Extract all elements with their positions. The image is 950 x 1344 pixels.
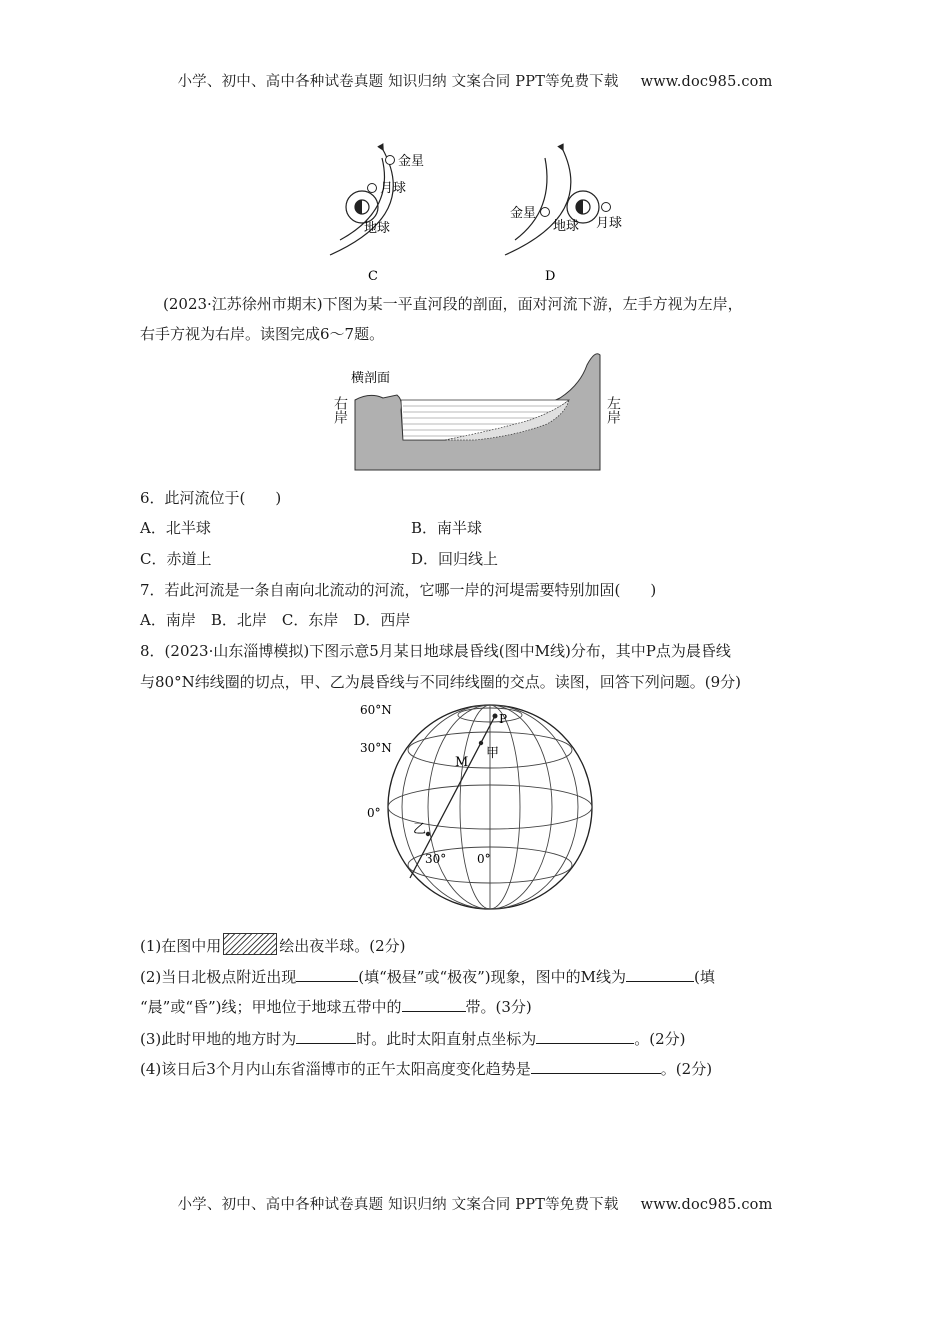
q8-sub2-d: “晨”或“昏”)线；甲地位于地球五带中的: [140, 998, 402, 1016]
q8-sub-2: [140, 966, 715, 987]
moon-label-c: 月球: [380, 181, 407, 196]
venus-label-c: 金星: [398, 154, 425, 169]
q8-sub2-b: (填“极昼”或“极夜”)现象，图中的M线为: [358, 968, 626, 986]
letter-d: D: [545, 269, 556, 284]
figure-d: [505, 148, 622, 284]
q8-sub2-c: (填: [694, 968, 715, 986]
blank-3-1[interactable]: [296, 1029, 356, 1044]
q8-sub1-b: 绘出夜半球。(2分): [279, 937, 406, 955]
footer-site: www.doc985.com: [640, 1197, 773, 1213]
q8-sub4-a: (4)该日后3个月内山东省淄博市的正午太阳高度变化趋势是: [140, 1060, 531, 1078]
q8-sub2-a: (2)当日北极点附近出现: [140, 968, 297, 986]
q7-stem: 7．若此河流是一条自南向北流动的河流，它哪一岸的河堤需要特别加固( ): [140, 581, 657, 599]
blank-2-3[interactable]: [402, 997, 466, 1012]
letter-c: C: [368, 269, 378, 284]
moon-symbol-d: [602, 203, 611, 212]
blank-3-2[interactable]: [536, 1029, 634, 1044]
globe-figure: [355, 700, 595, 915]
venus-symbol-d: [541, 208, 550, 217]
moon-label-d: 月球: [596, 216, 623, 231]
river-cross-section: [325, 350, 610, 475]
header-site: www.doc985.com: [640, 74, 773, 90]
q8-line-2: 与80°N纬线圈的切点，甲、乙为晨昏线与不同纬线圈的交点。读图，回答下列问题。(9分): [140, 673, 741, 691]
moon-symbol-c: [368, 184, 377, 193]
q8-sub-1: [140, 933, 406, 956]
blank-4-1[interactable]: [531, 1059, 661, 1074]
cross-section-title: 横剖面: [351, 371, 391, 386]
earth-label-c: 地球: [364, 221, 391, 236]
hatch-swatch: [223, 933, 277, 955]
q6-option-a: A．北半球: [140, 519, 211, 537]
right-bank-label: 右岸: [332, 396, 348, 424]
page-header: [0, 70, 950, 91]
q8-sub3-b: 时。此时太阳直射点坐标为: [356, 1030, 537, 1048]
page-footer: [0, 1193, 950, 1214]
q8-sub-3: [140, 1028, 686, 1049]
label-p: P: [499, 712, 508, 726]
earth-orbit-d: [505, 148, 571, 255]
venus-symbol-c: [386, 156, 395, 165]
point-jia: [479, 741, 483, 745]
earth-label-d: 地球: [553, 219, 580, 234]
intro-line-2: 右手方视为右岸。读图完成6～7题。: [140, 325, 385, 343]
q6-stem: 6．此河流位于( ): [140, 489, 282, 507]
point-yi: [426, 832, 430, 836]
label-0-lat: 0°: [367, 806, 381, 820]
q8-sub2-e: 带。(3分): [465, 998, 532, 1016]
blank-2-2[interactable]: [626, 967, 694, 982]
q8-line-1: 8．(2023·山东淄博模拟)下图示意5月某日地球晨昏线(图中M线)分布，其中P点为晨昏线: [140, 642, 731, 660]
label-yi: 乙: [413, 822, 427, 837]
left-bank-label: 左岸: [605, 396, 621, 424]
figure-c: [330, 148, 424, 284]
blank-2-1[interactable]: [296, 967, 358, 982]
q8-sub1-a: (1)在图中用: [140, 937, 222, 955]
label-60n: 60°N: [360, 703, 392, 717]
label-0-lon: 0°: [477, 852, 491, 866]
q8-sub3-a: (3)此时甲地的地方时为: [140, 1030, 297, 1048]
point-p: [493, 714, 498, 719]
q7-options: A．南岸 B．北岸 C．东岸 D．西岸: [140, 611, 411, 629]
label-m: M: [455, 755, 469, 770]
q8-sub-4: [140, 1058, 712, 1079]
q6-option-d: D．回归线上: [411, 550, 499, 568]
label-30n: 30°N: [360, 741, 392, 755]
q6-option-c: C．赤道上: [140, 550, 212, 568]
label-30-lon: 30°: [425, 852, 447, 866]
q8-sub3-c: 。(2分): [634, 1030, 686, 1048]
planet-figures-cd: [300, 140, 660, 285]
header-text: 小学、初中、高中各种试卷真题 知识归纳 文案合同 PPT等免费下载: [177, 74, 619, 90]
q8-sub-2-cont: [140, 996, 532, 1017]
label-jia: 甲: [486, 746, 500, 761]
earth-shade-d: [576, 200, 583, 214]
q8-sub4-b: 。(2分): [660, 1060, 713, 1078]
q6-option-b: B．南半球: [411, 519, 483, 537]
earth-shade-c: [355, 200, 362, 214]
footer-text: 小学、初中、高中各种试卷真题 知识归纳 文案合同 PPT等免费下载: [177, 1197, 619, 1213]
intro-line-1: (2023·江苏徐州市期末)下图为某一平直河段的剖面，面对河流下游，左手方视为左岸，: [163, 295, 743, 313]
venus-orbit-d: [515, 158, 547, 240]
venus-label-d: 金星: [510, 206, 537, 221]
